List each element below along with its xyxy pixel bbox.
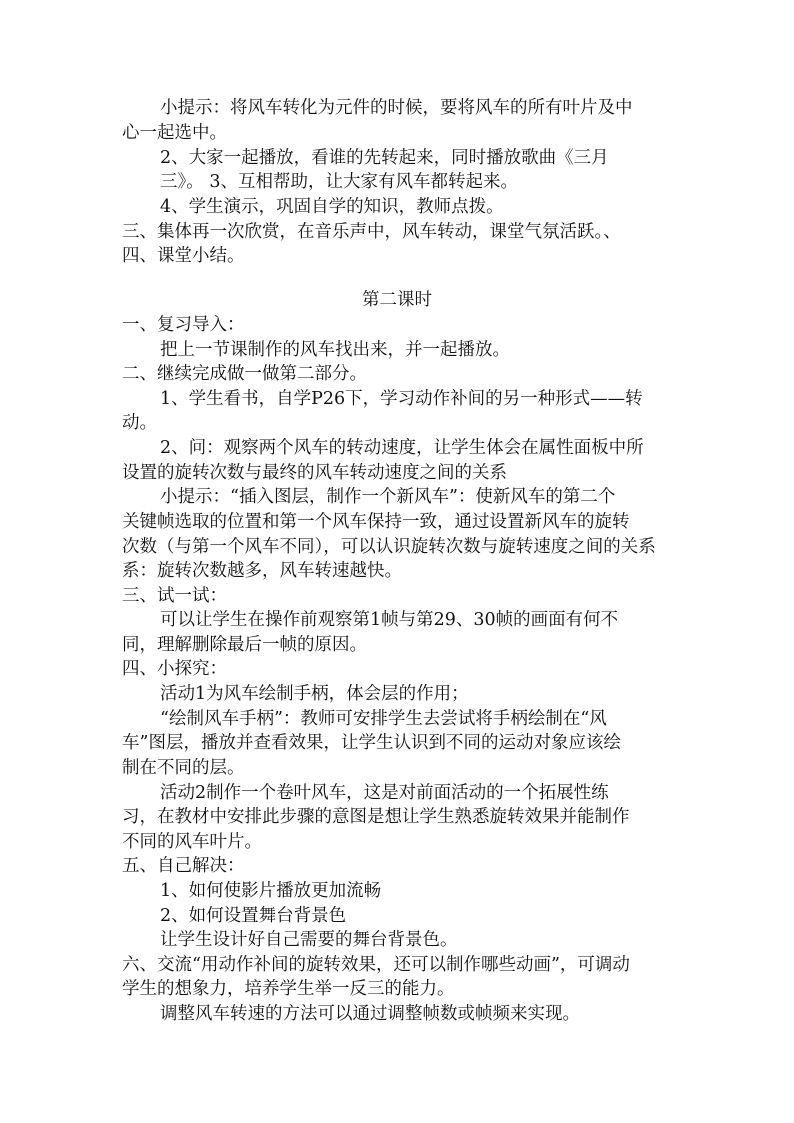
section-6-line-1: 六、交流“用动作补间的旋转效果，还可以制作哪些动画”，可调动	[122, 955, 630, 975]
section-3-line: 三、集体再一次欣赏，在音乐声中，风车转动，课堂气氛活跃。、	[122, 222, 621, 242]
handle-line-2: 车”图层，播放并查看效果，让学生认识到不同的运动对象应该绘	[122, 733, 621, 753]
continue-step-1-line-2: 动。	[122, 413, 157, 433]
heading-continue: 二、继续完成做一做第二部分。	[122, 364, 367, 384]
activity-2-line-3: 不同的风车叶片。	[122, 832, 262, 852]
activity-2-line-2: 习，在教材中安排此步骤的意图是想让学生熟悉旋转效果并能制作	[122, 807, 630, 827]
tip2-line-2: 关键帧选取的位置和第一个风车保持一致，通过设置新风车的旋转	[122, 512, 630, 532]
review-text: 把上一节课制作的风车找出来，并一起播放。	[160, 340, 510, 360]
step-2-line-1: 2、大家一起播放，看谁的先转起来，同时播放歌曲《三月	[160, 148, 609, 168]
solve-item-1: 1、如何使影片播放更加流畅	[160, 881, 382, 901]
continue-step-2-line-1: 2、问：观察两个风车的转动速度，让学生体会在属性面板中所	[160, 438, 644, 458]
activity-2-line-1: 活动2制作一个卷叶风车，这是对前面活动的一个拓展性练	[160, 783, 609, 803]
lesson-2-title: 第二课时	[362, 290, 432, 310]
try-line-2: 同，理解删除最后一帧的原因。	[122, 635, 367, 655]
tip-line-1: 小提示：将风车转化为元件的时候，要将风车的所有叶片及中	[160, 98, 633, 118]
solve-item-2: 2、如何设置舞台背景色	[160, 906, 347, 926]
heading-try: 三、试一试：	[122, 586, 227, 606]
tip2-line-1: 小提示：“插入图层，制作一个新风车”：使新风车的第二个	[160, 487, 616, 507]
closing-line: 调整风车转速的方法可以通过调整帧数或帧频来实现。	[160, 1004, 580, 1024]
heading-solve: 五、自己解决：	[122, 856, 245, 876]
tip2-line-3: 次数（与第一个风车不同），可以认识旋转次数与旋转速度之间的关系	[122, 537, 656, 557]
tip2-line-4: 系：旋转次数越多，风车转速越快。	[122, 561, 402, 581]
step-4-line: 4、学生演示，巩固自学的知识，教师点拨。	[160, 197, 504, 217]
handle-line-1: “绘制风车手柄”：教师可安排学生去尝试将手柄绘制在“风	[160, 709, 607, 729]
heading-review: 一、复习导入：	[122, 315, 245, 335]
section-6-line-2: 学生的想象力，培养学生举一反三的能力。	[122, 979, 455, 999]
continue-step-2-line-2: 设置的旋转次数与最终的风车转动速度之间的关系	[122, 463, 507, 483]
try-line-1: 可以让学生在操作前观察第1帧与第29、30帧的画面有何不	[160, 610, 619, 630]
solve-item-2-detail: 让学生设计好自己需要的舞台背景色。	[160, 930, 458, 950]
section-4-line: 四、课堂小结。	[122, 246, 245, 266]
tip-line-2: 心一起选中。	[122, 123, 227, 143]
step-2-line-2: 三》。 3、互相帮助，让大家有风车都转起来。	[160, 172, 518, 192]
heading-explore: 四、小探究：	[122, 659, 227, 679]
continue-step-1-line-1: 1、学生看书，自学P26下，学习动作补间的另一种形式——转	[160, 389, 643, 409]
activity-1-line: 活动1为风车绘制手柄，体会层的作用；	[160, 684, 469, 704]
handle-line-3: 制在不同的层。	[122, 758, 245, 778]
